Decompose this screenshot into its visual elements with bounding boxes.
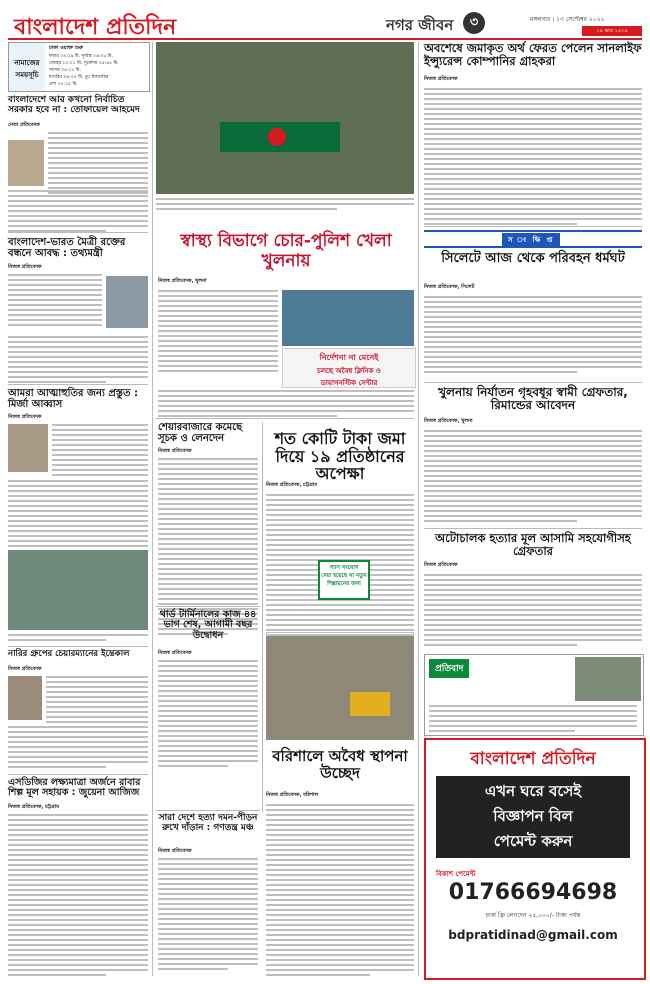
issue-date-alt (582, 26, 642, 36)
ad-box (424, 738, 646, 980)
page-number-badge (463, 12, 485, 34)
page-number: ৩ (469, 15, 479, 30)
story-byline: নিজস্ব প্রতিবেদক, খুলনা (158, 278, 207, 284)
story-byline: নিজস্ব প্রতিবেদক, বরিশাল (266, 792, 319, 798)
portrait-photo (8, 140, 44, 186)
story-headline: অটোচালক হত্যার মূল আসামি সহযোগীসহ গ্রেফতার (435, 531, 631, 558)
story-headline: বাংলাদেশ-ভারত মৈত্রী রক্তের বন্ধনে আবদ্ধ : তথ্যমন্ত্রী (8, 237, 126, 259)
story-body (266, 804, 414, 976)
story-byline: নিজস্ব প্রতিবেদক (8, 264, 42, 270)
story-headline: বরিশালে অবৈধ স্থাপনা উচ্ছেদ (272, 747, 408, 783)
story-headline: বাংলাদেশে আর কখনো নির্বাচিত সরকার হবে না : তোফায়েল আহমেদ (8, 95, 140, 115)
prayer-row: জোহর ১২:০১ মি. সূর্যোদয় ০৫:৪৫ মি. (49, 61, 119, 66)
ad-line: এখন ঘরে বসেই (484, 782, 582, 800)
portrait-photo (106, 276, 148, 328)
story-byline: নিজস্ব প্রতিবেদক (424, 76, 458, 82)
story-body (52, 424, 148, 476)
masthead-title: বাংলাদেশ প্রতিদিন (14, 14, 177, 40)
demolition-photo (266, 636, 414, 740)
story-byline: নিজস্ব প্রতিবেদক, চট্টগ্রাম (8, 804, 59, 810)
prayer-label-text: নামাজের সময়সূচি (14, 59, 40, 79)
pullquote-line: দেয়া হয়েছে না নতুন (321, 573, 367, 579)
portrait-photo (575, 657, 641, 701)
story-body (8, 726, 148, 768)
brief-kicker (424, 230, 642, 248)
lead-inset (282, 348, 416, 388)
story-body (424, 296, 642, 373)
prayer-label (9, 43, 45, 91)
rally-photo (8, 550, 148, 630)
lead-inset-line: ডায়াগনস্টিক সেন্টার (320, 379, 378, 387)
prayer-row: মাগরিব ০৬:০৫ মি. তুঃ ইফতারির (49, 75, 109, 80)
story-headline: আমরা আত্মাহুতির জন্য প্রস্তুত : মির্জা আব্বাস (8, 388, 138, 410)
ad-headline-box (436, 776, 630, 858)
story-byline: নেতা প্রতিবেদক (8, 122, 40, 128)
issue-date: মঙ্গলবার । ১৩ সেপ্টেম্বর ২০২২ (530, 16, 605, 23)
issue-date-bangla: ২৯ ভাদ্র ১৪২৯ (596, 28, 628, 34)
photo-caption (8, 634, 148, 641)
story-headline: শেয়ারবাজারে কমেছে সূচক ও লেনদেন (158, 422, 243, 444)
prayer-header: ঢাকা ওয়াক্ত শুরু (49, 45, 83, 51)
story-headline: সারা দেশে হত্যা দমন-পীড়ন রুখে দাঁড়ান : গণতন্ত্র মঞ্চ (158, 813, 258, 833)
story-body (8, 814, 148, 976)
story-byline: নিজস্ব প্রতিবেদক (158, 448, 192, 454)
story-body (424, 88, 642, 225)
ad-brand: বাংলাদেশ প্রতিদিন (470, 749, 596, 769)
story-headline: সিলেটে আজ থেকে পরিবহন ধর্মঘট (441, 251, 625, 266)
bulldozer-shape (350, 692, 390, 716)
ad-email[interactable]: bdpratidinad@gmail.com (448, 928, 618, 942)
story-body (158, 660, 258, 767)
story-byline: নিজস্ব প্রতিবেদক (158, 650, 192, 656)
story-headline: থার্ড টার্মিনালের কাজ ৪৪ ভাগ শেষ, আগামী বছর উদ্বোধন (159, 609, 257, 641)
story-body (8, 336, 148, 383)
story-body (424, 574, 642, 646)
story-headline: নারির গ্রুপের চেয়ারম্যানের ইন্তেকাল (8, 649, 130, 659)
lead-inset-line: চলছে অবৈধ ক্লিনিক ও (317, 367, 381, 375)
masthead (8, 8, 642, 40)
coffin-flag-sun (268, 128, 286, 146)
medical-photo (282, 290, 414, 346)
story-body (424, 430, 642, 522)
ad-line: পেমেন্ট করুন (493, 832, 573, 850)
ad-line: বিজ্ঞাপন বিল (493, 807, 573, 825)
story-body (8, 190, 148, 232)
story-byline: নিজস্ব প্রতিবেদক (8, 414, 42, 420)
story-byline: নিজস্ব প্রতিবেদক (8, 666, 42, 672)
ad-payment-label: বিকাশ পেমেন্ট (436, 870, 476, 878)
rebuttal-body (429, 705, 637, 732)
lead-headline: স্বাস্থ্য বিভাগে চোর-পুলিশ খেলা খুলনায় (180, 231, 392, 271)
story-body (8, 480, 148, 547)
story-headline: খুলনায় নির্যাতন গৃহবধূর স্বামী গ্রেফতার, রিমান্ডের আবেদন (438, 385, 628, 413)
prayer-row: ফজর ০৪:২৯ মি. সূর্যাস্ত ০৬:০৫ মি. (49, 54, 113, 59)
pullquote-line: গ্যাস সংযোগ (329, 565, 359, 571)
brief-kicker-label: স ং ক্ষি প্ত (502, 233, 560, 247)
story-byline: নিজস্ব প্রতিবেদক, খুলনা (424, 418, 473, 424)
funeral-photo (156, 42, 414, 194)
story-body (48, 132, 148, 194)
prayer-times-box (8, 42, 150, 92)
story-byline: নিজস্ব প্রতিবেদক, চট্টগ্রাম (266, 482, 317, 488)
portrait-photo (8, 676, 42, 720)
rebuttal-label: প্রতিবাদ (429, 659, 469, 678)
story-headline: অবশেষে জমাকৃত অর্থ ফেরত পেলেন সানলাইফ ইন্স্যুরেন্স কোম্পানির গ্রাহকরা (424, 41, 642, 68)
story-headline: শত কোটি টাকা জমা দিয়ে ১৯ প্রতিষ্ঠানের অপেক্ষা (274, 429, 406, 484)
story-headline: এসডিজির লক্ষ্যমাত্রা অর্জনে রাবার শিল্প মূল সহায়ক : জুয়েনা আজিজ (8, 777, 141, 799)
story-body (46, 676, 148, 723)
story-body (158, 290, 278, 372)
story-byline: নিজস্ব প্রতিবেদক (424, 562, 458, 568)
story-body (158, 858, 258, 970)
prayer-row: এশা ০৭:১৫ মি. (49, 82, 78, 87)
ad-note: চার্জ ফ্রি লেনদেন ২৫,০০০/- টাকা পর্যন্ত (485, 912, 581, 919)
lead-inset-line: নির্দেশনা না মেনেই (319, 353, 379, 362)
rebuttal-box (424, 654, 644, 736)
photo-caption (156, 198, 414, 210)
story-byline: নিজস্ব প্রতিবেদক, সিলেট (424, 284, 475, 290)
pullquote-line: শিল্পায়নের জন্য (327, 581, 361, 587)
pullquote (318, 560, 370, 600)
story-body (158, 390, 414, 417)
section-title: নগর জীবন (386, 16, 454, 34)
portrait-photo (8, 424, 48, 472)
story-body (8, 274, 102, 326)
story-byline: নিজস্ব প্রতিবেদক (158, 848, 192, 854)
prayer-row: আসর ০৪:২২ মি. (49, 68, 81, 73)
ad-phone[interactable]: 01766694698 (448, 880, 618, 905)
